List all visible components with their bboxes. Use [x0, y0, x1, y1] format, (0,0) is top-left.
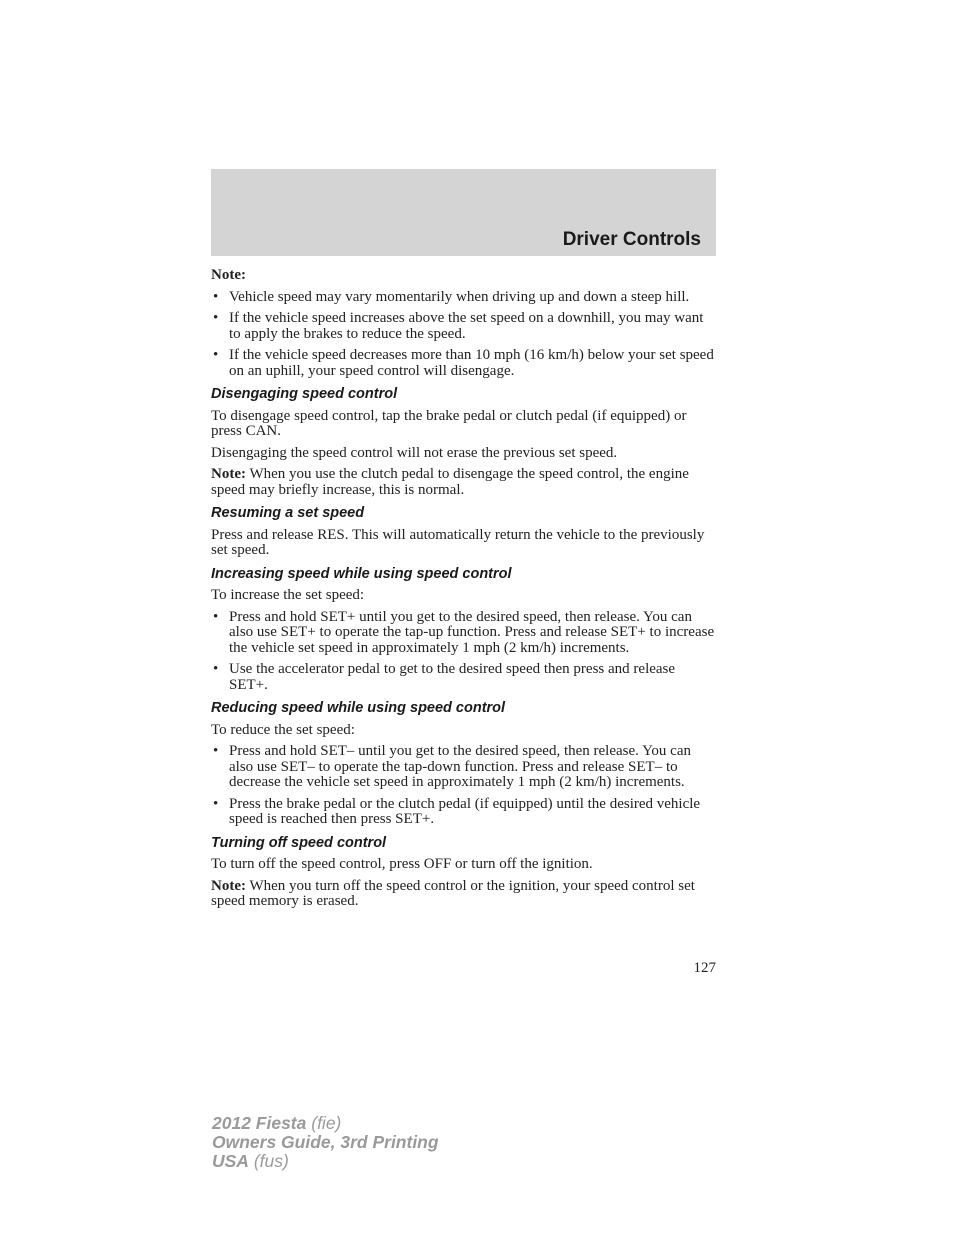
list-item: • Press the brake pedal or the clutch pedal (if equipped) until the desired vehicle speed is reached then press SET+.	[211, 797, 716, 828]
note-paragraph	[211, 879, 716, 910]
note-label: Note:	[211, 877, 246, 894]
list-item: • If the vehicle speed increases above the set speed on a downhill, you may want to apply the brakes to reduce the speed.	[211, 311, 716, 342]
note-text: When you turn off the speed control or the ignition, your speed control set speed memory is erased.	[211, 877, 695, 909]
heading-increasing: Increasing speed while using speed control	[211, 565, 512, 582]
note-label: Note:	[211, 466, 246, 482]
list-item: • Press and hold SET+ until you get to the desired speed, then release. You can also use SET+ to operate the tap-up function. Press and release SET+ to increase the vehicle set speed in approximately 1 mph (2 km/h) increments.	[211, 610, 716, 657]
paragraph: To turn off the speed control, press OFF or turn off the ignition.	[211, 856, 593, 872]
reducing-bullet-list	[211, 744, 716, 828]
footer-line-model: 2012 Fiesta (fie)	[212, 1113, 342, 1133]
heading-disengaging: Disengaging speed control	[211, 386, 398, 402]
note-paragraph	[211, 467, 716, 498]
footer-publication-info	[212, 1114, 439, 1171]
note-label: Note:	[211, 267, 246, 283]
footer-line-edition: Owners Guide, 3rd Printing	[212, 1132, 439, 1152]
paragraph: Press and release RES. This will automatically return the vehicle to the previously set speed.	[211, 526, 705, 558]
paragraph: To increase the set speed:	[211, 587, 365, 603]
page-content	[211, 268, 716, 916]
section-title: Driver Controls	[562, 229, 701, 250]
heading-reducing: Reducing speed while using speed control	[211, 700, 506, 716]
note-bullet-list	[211, 290, 716, 380]
header-band	[211, 169, 716, 256]
paragraph: Disengaging the speed control will not erase the previous set speed.	[211, 444, 618, 461]
heading-resuming: Resuming a set speed	[211, 505, 365, 521]
list-item: • Use the accelerator pedal to get to the desired speed then press and release SET+.	[211, 662, 716, 693]
paragraph: To disengage speed control, tap the brake pedal or clutch pedal (if equipped) or press CAN.	[211, 407, 687, 439]
footer-line-market: USA (fus)	[212, 1151, 289, 1171]
paragraph: To reduce the set speed:	[211, 721, 355, 738]
heading-turning-off: Turning off speed control	[211, 834, 387, 851]
page-number: 127	[693, 960, 716, 976]
increasing-bullet-list	[211, 610, 716, 694]
list-item: • Vehicle speed may vary momentarily when driving up and down a steep hill.	[211, 290, 716, 306]
list-item: • Press and hold SET– until you get to the desired speed, then release. You can also use SET– to operate the tap-down function. Press and release SET– to decrease the vehicle set speed in approximately 1 mph (2 km/h) increments.	[211, 744, 716, 791]
list-item: • If the vehicle speed decreases more than 10 mph (16 km/h) below your set speed on an uphill, your speed control will disengage.	[211, 348, 716, 379]
note-text: When you use the clutch pedal to disengage the speed control, the engine speed may briefly increase, this is normal.	[211, 466, 689, 498]
